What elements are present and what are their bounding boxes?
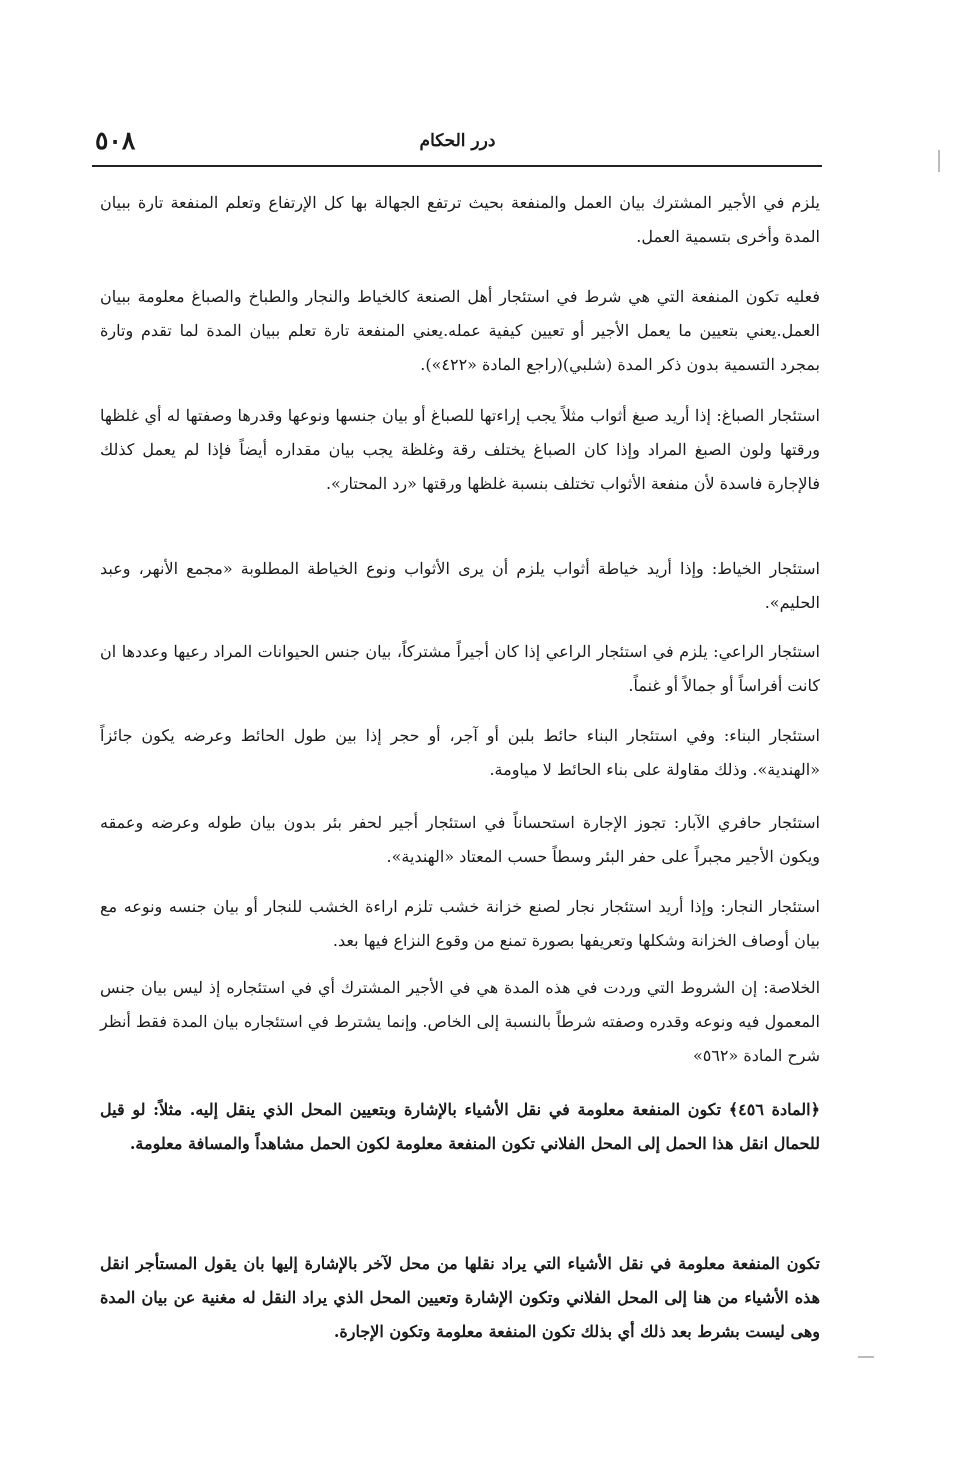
paragraph-term: استئجار حافري الآبار:	[673, 813, 820, 832]
paragraph-craftsmen	[100, 280, 820, 382]
article-commentary	[100, 1247, 820, 1349]
scan-mark	[938, 150, 940, 172]
paragraph-term: استئجار النجار:	[720, 897, 820, 916]
paragraph-text: فعليه تكون المنفعة التي هي شرط في استئجار أهل الصنعة كالخياط والنجار والطباخ والصباغ معلومة ببيان العمل.يعني بتعيين ما يعمل الأجير أو تعيين كيفية عمله.يعني المنفعة تارة تعلم ببيان المدة لما تقدم وتارة بمجرد التسمية بدون ذكر المدة (شلبي)(راجع المادة «٤٢٢»).	[100, 287, 820, 374]
paragraph-text: تجوز الإجارة استحساناً في استئجار أجير لحفر بئر بدون بيان طوله وعرضه وعمقه ويكون الأجير مجبراً على حفر البئر وسطاً حسب المعتاد «الهندية».	[100, 813, 820, 866]
paragraph-text: يلزم في الأجير المشترك بيان العمل والمنفعة بحيث ترتفع الجهالة بها كل الإرتفاع وتعلم المنفعة تارة ببيان المدة وأخرى بتسمية العمل.	[100, 193, 820, 246]
running-title: درر الحكام	[419, 131, 496, 151]
paragraph-dyer	[100, 399, 820, 501]
paragraph-term: استئجار الخياط:	[711, 559, 821, 578]
paragraph-term: الخلاصة:	[763, 978, 821, 997]
paragraph-tailor	[100, 552, 820, 620]
paragraph-summary	[100, 971, 820, 1073]
article-label: ﴿المادة ٤٥٦﴾	[728, 1100, 821, 1119]
paragraph-text: إذا أريد صبغ أثواب مثلاً يجب إراءتها للصباغ أو بيان جنسها ونوعها وقدرها وصفتها له أي غلظها ورقتها ولون الصبغ المراد وإذا كان الصباغ يختلف رقة وغلظة يجب بيان مقداره أيضاً فإذا لم يعمل كذلك فالإجارة فاسدة لأن منفعة الأثواب تختلف بنسبة غلظها ورقتها «رد المحتار».	[100, 406, 821, 493]
commentary-text: تكون المنفعة معلومة في نقل الأشياء التي يراد نقلها من محل لآخر بالإشارة إليها بان يقول المستأجر انقل هذه الأشياء من هنا إلى المحل الفلاني وتكون الإشارة وتعيين المحل الذي يراد النقل له مغنية عن بيان المدة وهى ليست بشرط بعد ذلك أي بذلك تكون المنفعة معلومة وتكون الإجارة.	[100, 1254, 821, 1341]
paragraph-text: إن الشروط التي وردت في هذه المدة هي في الأجير المشترك أي في استئجاره إذ ليس بيان جنس المعمول فيه ونوعه وقدره وصفته شرطاً بالنسبة إلى الخاص. وإنما يشترط في استئجاره بيان المدة فقط أنظر شرح المادة «٥٦٢»	[100, 978, 820, 1065]
page-number: ٥٠٨	[95, 126, 136, 155]
paragraph-text: وفي استئجار البناء حائط بلبن أو آجر، أو حجر إذا بين طول الحائط وعرضه يكون جائزاً «الهندية». وذلك مقاولة على بناء الحائط لا مياومة.	[100, 726, 820, 779]
paragraph-builder	[100, 719, 820, 787]
paragraph-term: استئجار البناء:	[723, 726, 820, 745]
paragraph-well-diggers	[100, 806, 820, 874]
paragraph-common-worker	[100, 186, 820, 254]
article-text: تكون المنفعة معلومة في نقل الأشياء بالإشارة وبتعيين المحل الذي ينقل إليه. مثلاً: لو قيل للحمال انقل هذا الحمل إلى المحل الفلاني تكون المنفعة معلومة لكون الحمل مشاهداً والمسافة معلومة.	[100, 1100, 820, 1153]
paragraph-text: يلزم في استئجار الراعي إذا كان أجيراً مشتركاً، بيان جنس الحيوانات المراد رعيها وعددها ان كانت أفراساً أو جمالاً أو غنماً.	[100, 642, 820, 695]
scan-mark	[858, 1356, 874, 1358]
paragraph-carpenter	[100, 890, 820, 958]
paragraph-term: استئجار الصباغ:	[716, 406, 820, 425]
article-456	[100, 1093, 820, 1161]
page-header	[95, 126, 820, 160]
header-rule	[92, 165, 822, 167]
paragraph-text: وإذا أريد خياطة أثواب يلزم أن يرى الأثواب ونوع الخياطة المطلوبة «مجمع الأنهر، وعبد الحليم».	[100, 559, 820, 612]
paragraph-shepherd	[100, 635, 820, 703]
paragraph-text: وإذا أريد استئجار نجار لصنع خزانة خشب تلزم اراءة الخشب للنجار أو بيان جنسه ونوعه مع بيان أوصاف الخزانة وشكلها وتعريفها بصورة تمنع من وقوع النزاع فيها بعد.	[100, 897, 820, 950]
paragraph-term: استئجار الراعي:	[713, 642, 820, 661]
